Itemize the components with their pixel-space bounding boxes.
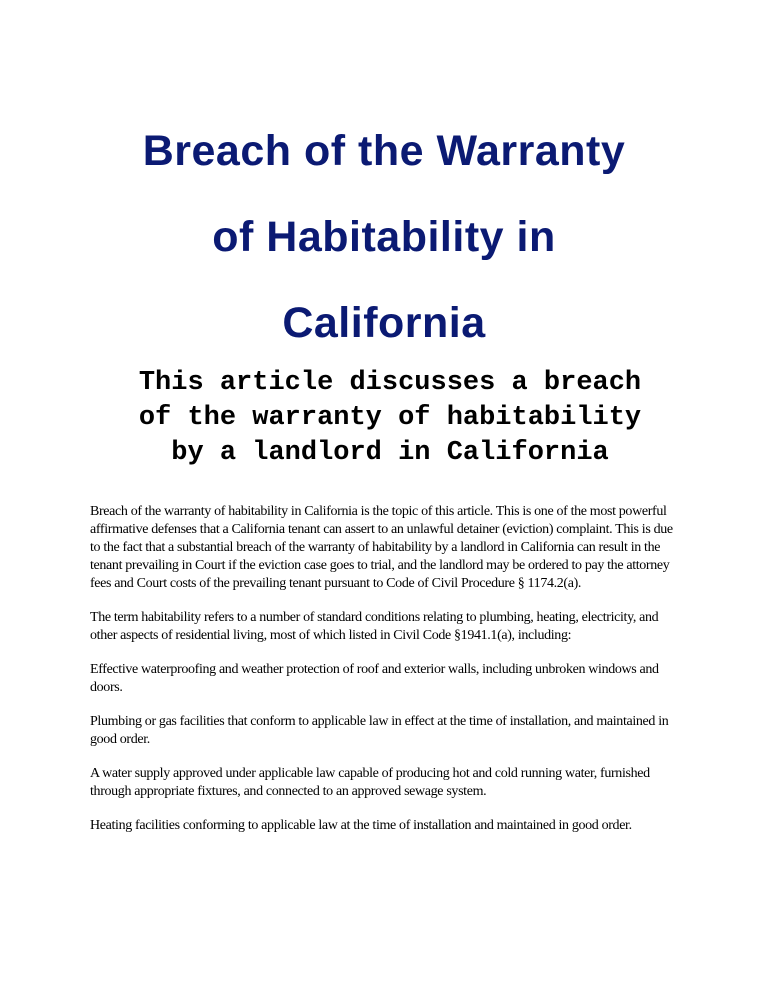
document-title — [0, 108, 768, 366]
paragraph-habitability-definition: The term habitability refers to a number of standard conditions relating to plumbing, heating, electricity, and other aspects of residential living, most of which listed in Civil Code §1941.1(a), including: — [90, 610, 659, 643]
subtitle-line: by a landlord in California — [171, 438, 609, 468]
article-body — [90, 503, 680, 851]
title-line: California — [282, 299, 486, 347]
paragraph-heating: Heating facilities conforming to applicable law at the time of installation and maintained in good order. — [90, 818, 632, 833]
paragraph-intro: Breach of the warranty of habitability in California is the topic of this article. This is one of the most powerful affirmative defenses that a California tenant can assert to an unlawful detainer (eviction) complaint. This is due to the fact that a substantial breach of the warranty of habitability by a landlord in California can result in the tenant prevailing in Court if the eviction case goes to trial, and the landlord may be ordered to pay the attorney fees and Court costs of the prevailing tenant pursuant to Code of Civil Procedure § 1174.2(a). — [90, 504, 673, 591]
paragraph-plumbing: Plumbing or gas facilities that conform to applicable law in effect at the time of installation, and maintained in good order. — [90, 714, 669, 747]
subtitle-line: of the warranty of habitability — [138, 403, 642, 433]
paragraph-waterproofing: Effective waterproofing and weather protection of roof and exterior walls, including unbroken windows and doors. — [90, 662, 659, 695]
subtitle-line: This article discusses a breach — [138, 368, 642, 398]
title-line: of Habitability in — [212, 213, 556, 261]
title-line: Breach of the Warranty — [142, 127, 626, 175]
document-subtitle — [60, 366, 720, 471]
paragraph-water-supply: A water supply approved under applicable law capable of producing hot and cold running water, furnished through appropriate fixtures, and connected to an approved sewage system. — [90, 766, 650, 799]
